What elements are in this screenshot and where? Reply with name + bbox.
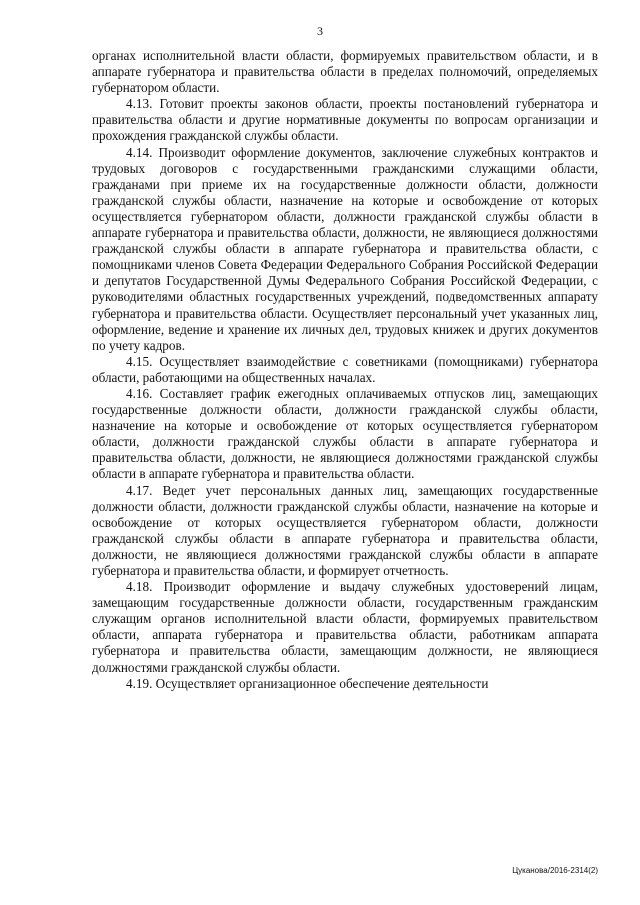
- paragraph-4-13: 4.13. Готовит проекты законов области, проекты постановлений губернатора и правительства области и другие нормативные документы по вопросам организации и прохождения гражданской службы области.: [92, 96, 598, 144]
- paragraph-continuation: органах исполнительной власти области, формируемых правительством области, и в аппарате губернатора и правительства области в пределах полномочий, определяемых губернатором области.: [92, 48, 598, 96]
- paragraph-4-19: 4.19. Осуществляет организационное обеспечение деятельности: [126, 675, 489, 691]
- paragraph-4-17: 4.17. Ведет учет персональных данных лиц, замещающих государственные должности области, должности гражданской службы области, назначение на которые и освобождение от которых осуществляется губернатором области, должности гражданской службы области в аппарате губернатора и правительства области, должности, не являющиеся должностями гражданской службы области в аппарате губернатора и правительства области, и формирует отчетность.: [92, 482, 598, 578]
- paragraph-4-14: 4.14. Производит оформление документов, заключение служебных контрактов и трудовых договоров с государственными гражданскими служащими области, гражданами при приеме их на государственные должности области, должности гражданской службы области, назначение на которые и освобождение от которых осуществляется губернатором области, должности гражданской службы области в аппарате губернатора и правительства области, должности, не являющиеся должностями гражданской службы области в аппарате губернатора и правительства области, с помощниками членов Совета Федерации Федерального Собрания Российской Федерации и депутатов Государственной Думы Федерального Собрания Российской Федерации, с руководителями областных государственных учреждений, подведомственных аппарату губернатора и правительства области. Осуществляет персональный учет указанных лиц, оформление, ведение и хранение их личных дел, трудовых книжек и других документов по учету кадров.: [92, 144, 598, 353]
- paragraph-4-18: 4.18. Производит оформление и выдачу служебных удостоверений лицам, замещающим государственные должности области, государственным гражданским служащим органов исполнительной власти области, формируемых правительством области, аппарата губернатора и правительства области, работникам аппарата губернатора и правительства области, замещающим должности, не являющиеся должностями гражданской службы области.: [92, 579, 598, 675]
- document-body: [92, 48, 598, 692]
- page-number: 3: [317, 24, 323, 38]
- footer-document-code: Цуканова/2016-2314(2): [512, 866, 598, 875]
- paragraph-4-15: 4.15. Осуществляет взаимодействие с советниками (помощниками) губернатора области, работающими на общественных началах.: [92, 353, 598, 385]
- paragraph-4-16: 4.16. Составляет график ежегодных оплачиваемых отпусков лиц, замещающих государственные должности области, должности гражданской службы области, назначение на которые и освобождение от которых осуществляется губернатором области, должности гражданской службы области в аппарате губернатора и правительства области, должности, не являющиеся должностями гражданской службы области в аппарате губернатора и правительства области.: [92, 385, 598, 482]
